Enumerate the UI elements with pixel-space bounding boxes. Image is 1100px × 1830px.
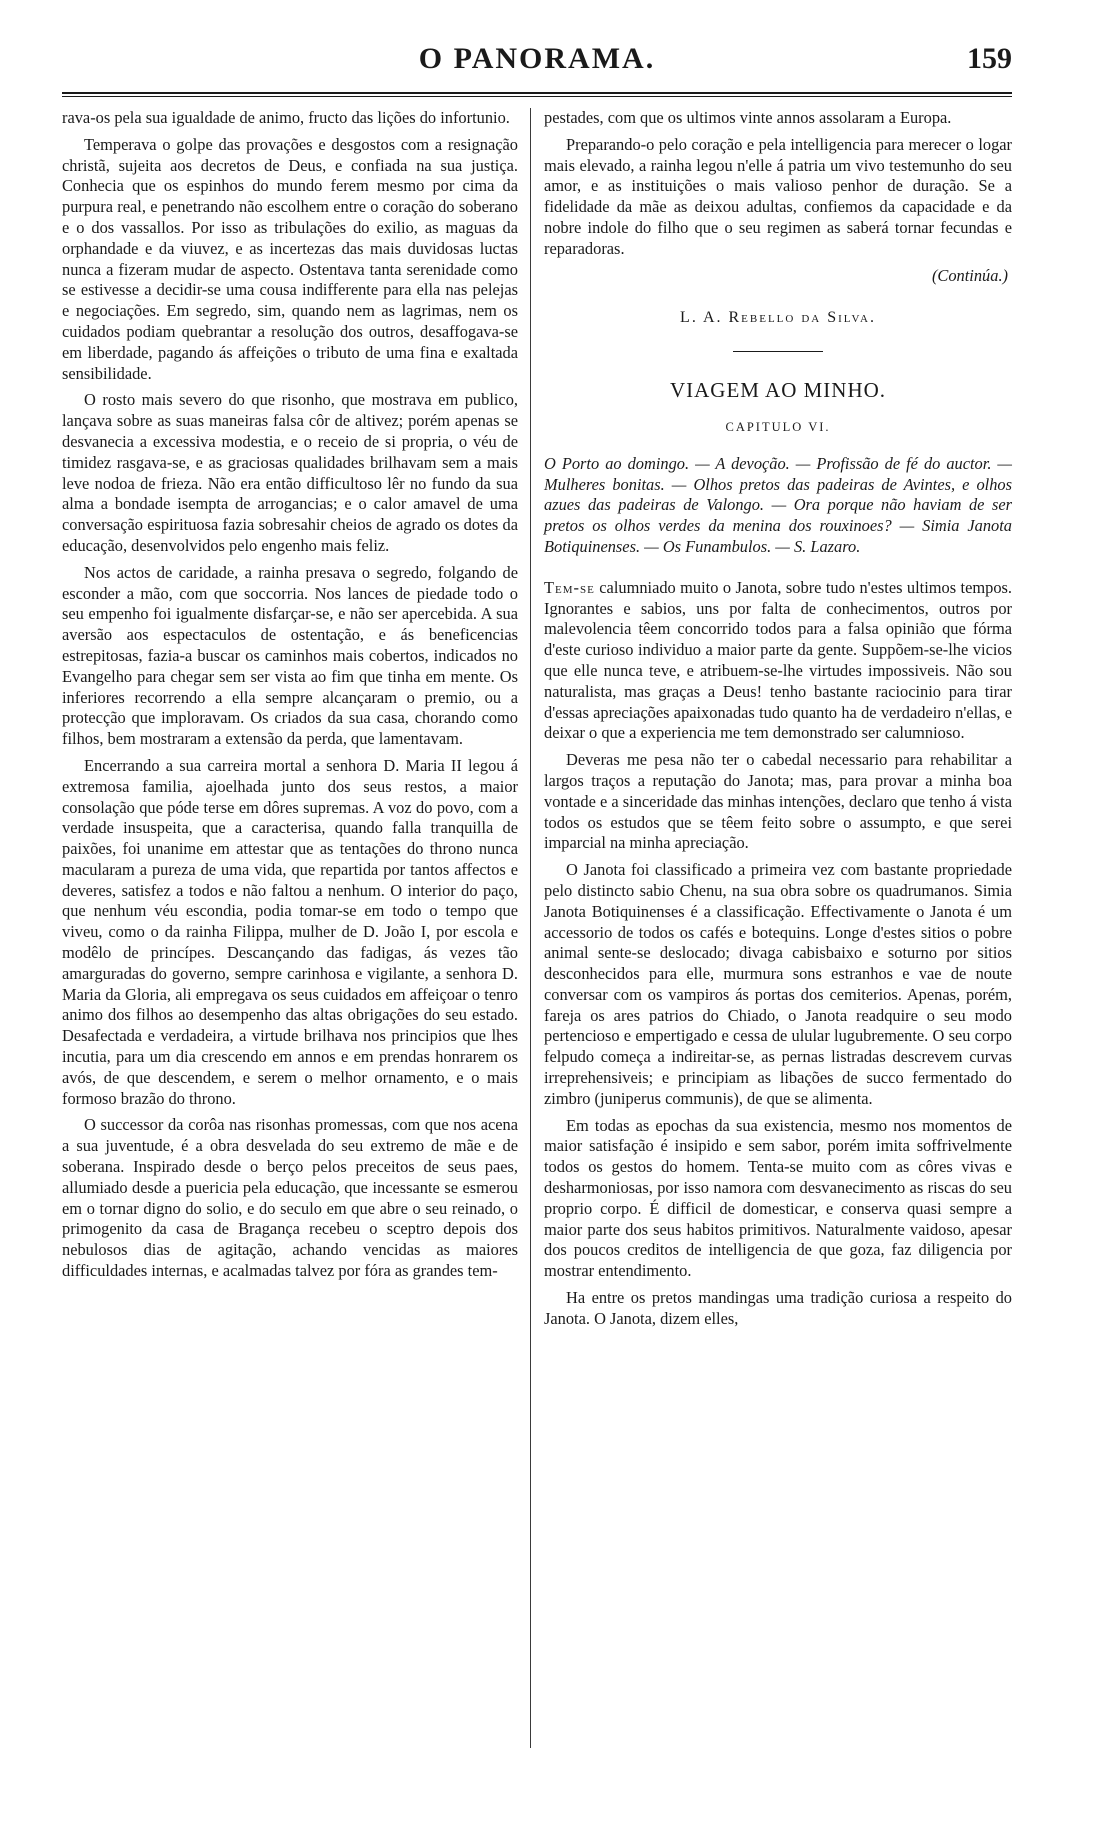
- page-number: 159: [967, 42, 1012, 75]
- paragraph-text: calumniado muito o Janota, sobre tudo n'estes ultimos tempos. Ignorantes e sabios, uns por falta de conhecimentos, outros por malevolencia têem concorrido todos para a falsa opinião que fórma d'este curioso individuo a maior parte da gente. Suppõem-se-lhe vicios que elle nunca teve, e atribuem-se-lhe virtudes impossiveis. Não sou naturalista, mas graças a Deus! tenho bastante raciocinio para tirar d'essas apreciações apaixonadas tudo quanto ha de verdadeiro n'ellas, e deixar o que a experiencia me tem demonstrado ser calumnioso.: [544, 577, 1012, 743]
- paragraph: Ha entre os pretos mandingas uma tradição curiosa a respeito do Janota. O Janota, dizem elles,: [544, 1288, 1012, 1328]
- header-rule: [62, 92, 1012, 94]
- paragraph: O rosto mais severo do que risonho, que mostrava em publico, lançava sobre as suas maneiras falsa côr de altivez; porém apenas se desvanecia a excessiva modestia, e o receio de si propria, o véu de timidez rasgava-se, e as graciosas qualidades brilhavam sem a mais leve nodoa de frieza. Não era então difficultoso lêr no fundo da sua alma a bondade isempta de arrogancias; e o calor amavel de uma conversação espirituosa fazia sobresahir cheios de agrado os dotes da educação, desenvolvidos pelo engenho mais feliz.: [62, 390, 518, 555]
- section-rule: [733, 351, 823, 352]
- newspaper-page: [62, 36, 1012, 1816]
- chapter-heading: CAPITULO VI.: [725, 419, 831, 434]
- chapter-summary: O Porto ao domingo. — A devoção. — Profissão de fé do auctor. — Mulheres bonitas. — Olhos pretos das padeiras de Avintes, e olhos azues das padeiras de Valongo. — Ora porque não haviam de ser pretos os olhos verdes da menina dos rouxinoes? — Simia Janota Botiquinenses. — Os Funambulos. — S. Lazaro.: [544, 453, 1012, 556]
- header-rule-thin: [62, 96, 1012, 97]
- left-column: [62, 108, 518, 1288]
- paragraph: Em todas as epochas da sua existencia, mesmo nos momentos de maior satisfação é insipido e sem sabor, porém imita soffrivelmente todos os gestos do homem. Tenta-se muito com as côres vivas e desharmoniosas, por isso namora com desvanecimento as riscas do seu proprio corpo. É difficil de domesticar, e conserva quasi sempre a maior parte dos seus habitos primitivos. Naturalmente vaidoso, apesar dos poucos creditos de intelligencia de que goza, faz diligencia por mostrar entendimento.: [544, 1115, 1012, 1281]
- paragraph: pestades, com que os ultimos vinte annos assolaram a Europa.: [544, 108, 952, 127]
- paragraph: Deveras me pesa não ter o cabedal necessario para rehabilitar a largos traços a reputação do Janota; mas, para provar a minha boa vontade e a sinceridade das minhas intenções, declaro que tenho á vista todos os estudos que se têem feito sobre o assumpto, e que serei imparcial na minha apreciação.: [544, 750, 1012, 853]
- publication-title: O PANORAMA.: [418, 42, 656, 75]
- paragraph: O Janota foi classificado a primeira vez com bastante propriedade pelo distincto sabio Chenu, na sua obra sobre os quadrumanos. Simia Janota Botiquinenses é a classificação. Effectivamente o Janota é um accessorio de todos os cafés e botequins. Longe d'estes sitios o pobre animal sente-se deslocado; divaga cabisbaixo e soturno por sitios desconhecidos para elle, murmura sons estranhos e vae de noute conversar com os vampiros ás portas dos cemiterios. Apenas, porém, fareja os ares patrios do Chiado, o Janota readquire o seu modo pertencioso e empertigado e cessa de ulular lugubremente. O seu corpo felpudo começa a indireitar-se, as pernas listradas descrevem curvas irreprehensiveis; e principiam as libações de succo fermentado do zimbro (juniperus communis), de que se alimenta.: [544, 860, 1012, 1108]
- paragraph: O successor da corôa nas risonhas promessas, com que nos acena a sua juventude, é a obra desvelada do seu extremo de mãe e de soberana. Inspirado desde o berço pelos preceitos de seus paes, allumiado desde a puericia pela educação, que incessante se esmerou em o tornar digno do solio, e do seculo em que abre o seu reinado, o primogenito da casa de Bragança recebeu o sceptro depois dos nebulosos dias de agitação, achando vencidas as maiores difficuldades internas, e acalmadas talvez por fóra as grandes tem-: [62, 1115, 518, 1281]
- column-divider: [530, 108, 531, 1748]
- paragraph: Preparando-o pelo coração e pela intelligencia para merecer o logar mais elevado, a rainha legou n'elle á patria um vivo testemunho do seu amor, e as instituições o mais valioso penhor de duração. Se a fidelidade da mãe as deixou adultas, confiemos da capacidade e da nobre indole do filho que o seu regimen as saberá tornar fecundas e reparadoras.: [544, 134, 1012, 258]
- continued-note: (Continúa.): [931, 265, 1008, 285]
- paragraph: Temperava o golpe das provações e desgostos com a resignação christã, sujeita aos decretos de Deus, e confiada na sua justiça. Conhecia que os espinhos do mundo ferem mesmo por cima da purpura real, e penetrando não escolhem entre o coração do soberano e o dos vassallos. Por isso as tribulações do exilio, as maguas da orphandade e da viuvez, e as incertezas das mais duvidosas luctas nunca a fizeram mudar de aspecto. Ostentava tanta serenidade como se estivesse a decidir-se uma cousa indifferente para ella nas pelejas e negociações. Em segredo, sim, quando nem as lagrimas, nem os cuidados podiam quebrantar a resolução dos outros, desaffogava-se em liberdade, pagando ás affeições o tributo de uma fina e exaltada sensibilidade.: [62, 134, 518, 383]
- paragraph: Encerrando a sua carreira mortal a senhora D. Maria II legou á extremosa familia, ajoelhada junto dos seus restos, a maior consolação que póde terse em dôres supremas. A voz do povo, com a verdade insuspeita, que a caracterisa, quando falla tranquilla de paixões, foi unanime em attestar que as tentações do throno nunca macularam a pureza de uma vida, que repartida por tantos affectos e deveres, satisfez a todos e não faltou a nenhum. O interior do paço, que nenhum véu escondia, podia tomar-se em todo o tempo que viveu, como o da rainha Filippa, mulher de D. João I, por escola e modêlo de princípes. Descançando das fadigas, ás vezes tão amarguradas do governo, sempre carinhosa e vigilante, a senhora D. Maria da Gloria, ali empregava os seus cuidados em affeiçoar o tenro animo dos filhos ao desempenho das altas obrigações do seu estado. Desafectada e verdadeira, a virtude brilhava nos principios que lhes incutia, para um dia crescendo em annos e em prendas honrarem os avós, de que descendem, e serem o melhor ornamento, e o mais formoso brazão do throno.: [62, 755, 518, 1108]
- article-title: VIAGEM AO MINHO.: [669, 378, 887, 403]
- paragraph: Nos actos de caridade, a rainha presava o segredo, folgando de esconder a mão, com que soccorria. Nos lances de piedade todo o seu empenho foi igualmente disfarçar-se, e não ser apercebida. A sua aversão aos espectaculos de ostentação, e ás beneficencias estrepitosas, fazia-a buscar os caminhos mais cobertos, indicados no Evangelho para chegar sem ser vista ao fim que tinha em mente. Os inferiores recorrendo a ella sempre alcançaram o premio, ou a protecção que imploravam. Os criados da sua casa, chorando como filhos, bem mostraram a extensão da perda, que lamentavam.: [62, 562, 518, 749]
- lead-word: Tem-se: [544, 577, 595, 597]
- running-head: [62, 36, 1012, 88]
- paragraph: [544, 578, 1012, 744]
- author-signature: L. A. Rebello da Silva.: [680, 309, 876, 327]
- right-column: [544, 108, 1012, 1336]
- paragraph: rava-os pela sua igualdade de animo, fructo das lições do infortunio.: [62, 108, 510, 127]
